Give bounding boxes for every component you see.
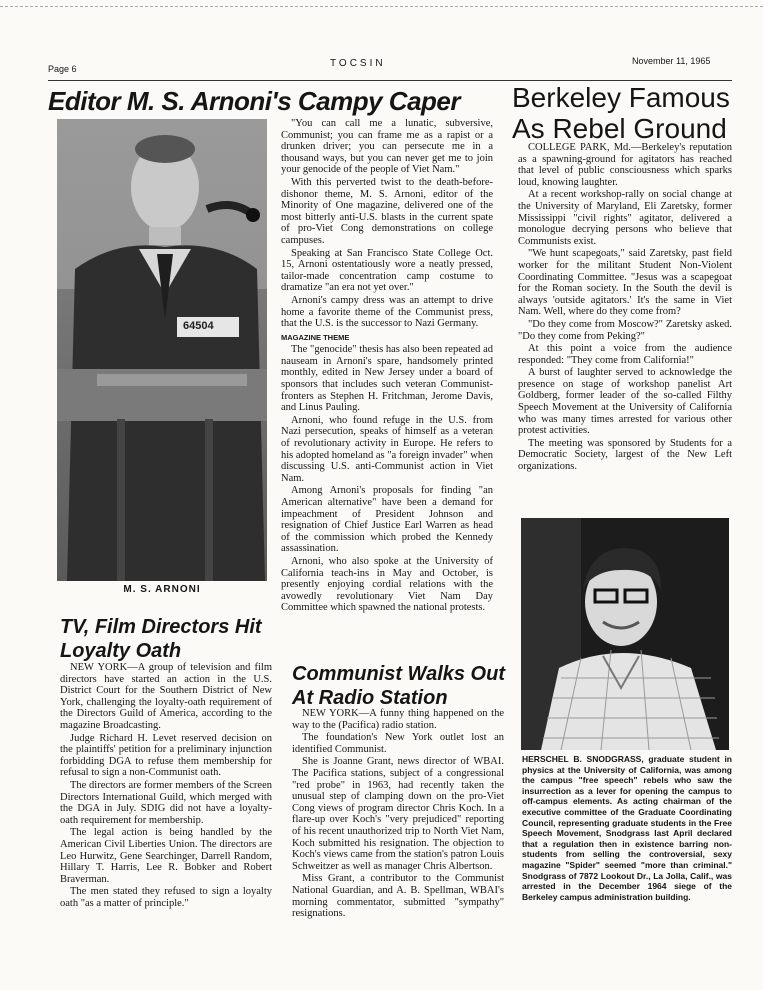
berkeley-paragraph: At a recent workshop-rally on social change at the University of Maryland, Eli Zaretsky, former Mississippi "civil rights" agitator, delivered a monologue decrying persons who believe that Communists exist. (518, 189, 732, 247)
berkeley-headline: Berkeley Famous As Rebel Ground (512, 82, 730, 144)
arnoni-paragraph: Arnoni, who found refuge in the U.S. from Nazi persecution, speaks of himself as a veteran of revolutionary activity in Europe. He refers to his adopted homeland as "a foreign invader" when discussing U.S. anti-Communist action in Viet Nam. (281, 414, 493, 484)
arnoni-paragraph: Arnoni's campy dress was an attempt to drive home a favorite theme of the Communist press, that the U.S. is the successor to Nazi Germany. (281, 294, 493, 330)
communist-paragraph: The foundation's New York outlet lost an identified Communist. (292, 732, 504, 755)
tv-article-body (60, 662, 272, 910)
issue-date: November 11, 1965 (632, 56, 711, 66)
berkeley-article-body (518, 142, 732, 474)
arnoni-headline: Editor M. S. Arnoni's Campy Caper (48, 86, 461, 116)
scan-top-border (0, 6, 763, 7)
arnoni-paragraph: The "genocide" thesis has also been repeated ad nauseam in Arnoni's spare, handsomely printed monthly, edited in New Jersey under a board of sponsors that includes such veteran Communist-fronters as Stephen H. Fritchman, Jerome Davis, and Linus Pauling. (281, 344, 493, 414)
arnoni-photo (57, 119, 267, 581)
arnoni-photo-caption: M. S. ARNONI (123, 584, 201, 595)
page-number: Page 6 (48, 64, 77, 74)
magazine-theme-subhead: MAGAZINE THEME (281, 332, 350, 342)
arnoni-paragraph: Arnoni, who also spoke at the University of California teach-ins in May and October, is presently enjoying cordial relations with the avowedly revolutionary Viet Nam Day Committee which spawned the national protests. (281, 555, 493, 614)
publication-name: TOCSIN (330, 58, 386, 69)
berkeley-paragraph: At this point a voice from the audience responded: "They come from California!" (518, 343, 732, 366)
snodgrass-photo-caption: HERSCHEL B. SNODGRASS, graduate student in physics at the University of California, was among the campus "free speech" rebels who saw the insurrection as a lever for opening the campus to off-campus elements. As acting chairman of the executive committee of the Graduate Coordinating Council, representing graduate students in the Free Speech Movement, Snodgrass last April declared that a regulation then in existence barring non-students from selling the controversial, sexy magazine "Spider" seemed "more than criminal." Snodgrass of 7872 Lookout Dr., La Jolla, Calif., was arrested in the December 1964 siege of the Berkeley campus administration building. (522, 754, 732, 902)
arnoni-article-body (281, 118, 493, 615)
arnoni-paragraph: Speaking at San Francisco State College Oct. 15, Arnoni ostentatiously wore a neatly pressed, tailor-made concentration camp costume to dramatize "an era not yet over." (281, 247, 493, 294)
tv-paragraph: The directors are former members of the Screen Directors International Guild, which merged with the DGA in July. SDIG did not have a loyalty-oath requirement for membership. (60, 779, 272, 826)
tv-paragraph: NEW YORK—A group of television and film directors have started an action in the U.S. District Court for the Southern District of New York, challenging the loyalty-oath requirement of the Directors Guild of America, according to the magazine Broadcasting. (60, 662, 272, 731)
berkeley-paragraph: "We hunt scapegoats," said Zaretsky, past field worker for the militant Student Non-Violent Coordinating Committee. "Jesus was a scapegoat for the Roman society. In the South the devil is always 'outside agitators.' It's the same in Viet Nam. Well, where do they come from? (518, 248, 732, 318)
arnoni-paragraph: With this perverted twist to the death-before-dishonor theme, M. S. Arnoni, editor of the Minority of One magazine, delivered one of the most bitterly anti-U.S. blasts in the current spate of pro-Viet Cong demonstrations on college campuses. (281, 176, 493, 246)
arnoni-photo-image (57, 119, 267, 581)
tv-paragraph: The men stated they refused to sign a loyalty oath "as a matter of principle." (60, 886, 272, 909)
communist-headline: Communist Walks Out At Radio Station (292, 663, 505, 709)
uniform-number: 64504 (183, 320, 214, 332)
communist-paragraph: NEW YORK—A funny thing happened on the way to the (Pacifica) radio station. (292, 708, 504, 731)
snodgrass-photo (521, 518, 729, 750)
tv-headline: TV, Film Directors Hit Loyalty Oath (60, 616, 262, 662)
berkeley-paragraph: The meeting was sponsored by Students for a Democratic Society, largest of the New Left organizations. (518, 437, 732, 473)
berkeley-paragraph: "Do they come from Moscow?" Zaretsky asked. "Do they come from Peking?" (518, 318, 732, 342)
tv-paragraph: The legal action is being handled by the American Civil Liberties Union. The directors are Leo Hurwitz, Gene Searchinger, Darrell Random, Hillary T. Harris, Lee R. Bobker and Robert Braverman. (60, 827, 272, 885)
tv-paragraph: Judge Richard H. Levet reserved decision on the plaintiffs' petition for a preliminary injunction forbidding DGA to refuse them membership for refusal to sign a non-Communist oath. (60, 732, 272, 779)
snodgrass-photo-image (521, 518, 729, 750)
communist-paragraph: She is Joanne Grant, news director of WBAI. The Pacifica stations, subject of a congressional "red probe" in 1963, had recently taken the unusual step of clamping down on the pro-Viet Cong views of program director Chris Koch. In a flare-up over Koch's "very prejudiced" reporting of his recent unauthorized trip to North Viet Nam, Koch submitted his resignation. The objection to Koch's views came from the station's patron Louis Schweitzer as well as manager Chris Albertson. (292, 756, 504, 872)
communist-article-body (292, 708, 504, 921)
arnoni-paragraph: Among Arnoni's proposals for finding "an American alternative" have been a demand for impeachment of President Johnson and resignation of Chief Justice Earl Warren as head of the commission which probed the Kennedy assassination. (281, 485, 493, 555)
berkeley-paragraph: COLLEGE PARK, Md.—Berkeley's reputation as a spawning-ground for agitators has reached that level of public consciousness which sparks loud, knowing laughter. (518, 142, 732, 188)
arnoni-paragraph: "You can call me a lunatic, subversive, Communist; you can frame me as a rapist or a drunken driver; you can persecute me in a thousand ways, but you can never get me to join your genocide of the people of Viet Nam." (281, 118, 493, 176)
berkeley-paragraph: A burst of laughter served to acknowledge the presence on stage of workshop panelist Art Goldberg, former leader of the so-called Filthy Speech Movement at the University of California who was many times arrested for various other protest activities. (518, 367, 732, 437)
communist-paragraph: Miss Grant, a contributor to the Communist National Guardian, and A. B. Spellman, WBAI's morning commentator, submitted "sympathy" resignations. (292, 873, 504, 920)
header-rule (48, 80, 732, 81)
